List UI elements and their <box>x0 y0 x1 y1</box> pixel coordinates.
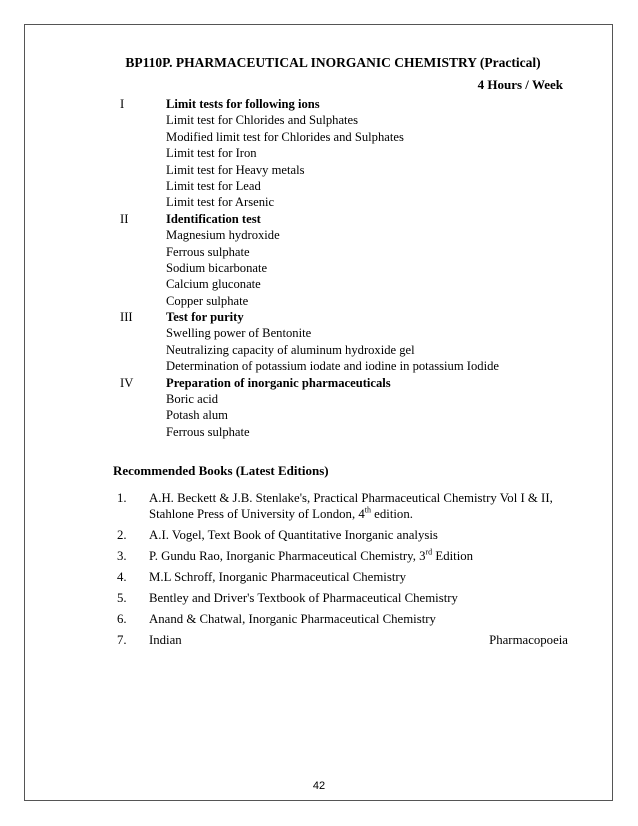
book-number: 2. <box>117 528 127 542</box>
book-number: 3. <box>117 549 127 563</box>
list-item: Neutralizing capacity of aluminum hydroxide gel <box>166 342 415 357</box>
section-number: I <box>120 97 125 111</box>
list-item: Limit test for Arsenic <box>166 195 275 210</box>
section-title: Preparation of inorganic pharmaceuticals <box>166 375 391 390</box>
section-heading <box>120 96 580 112</box>
book-item <box>113 490 568 522</box>
book-number: 5. <box>117 591 127 605</box>
practical-sections <box>120 96 580 440</box>
list-item: Boric acid <box>166 392 219 407</box>
section-title: Test for purity <box>166 310 244 325</box>
list-item: Limit test for Chlorides and Sulphates <box>166 113 359 128</box>
section-heading <box>120 211 580 227</box>
book-item <box>113 611 568 627</box>
page-number: 42 <box>312 780 326 792</box>
list-item: Modified limit test for Chlorides and Sulphates <box>166 129 404 144</box>
section-number: III <box>120 310 133 325</box>
section-title: Identification test <box>166 211 261 226</box>
list-item: Ferrous sulphate <box>166 424 250 439</box>
section-number: IV <box>120 375 134 390</box>
book-item <box>113 527 568 543</box>
book-item <box>113 590 568 606</box>
list-item: Swelling power of Bentonite <box>166 326 312 341</box>
book-number: 4. <box>117 570 127 584</box>
book-item <box>113 548 568 564</box>
book-text: Anand & Chatwal, Inorganic Pharmaceutical Chemistry <box>149 612 436 626</box>
book-text: Indian Pharmacopoeia <box>149 633 568 647</box>
list-item: Potash alum <box>166 408 228 423</box>
book-item <box>113 632 568 648</box>
list-item: Copper sulphate <box>166 293 249 308</box>
book-text: P. Gundu Rao, Inorganic Pharmaceutical Chemistry, 3rd Edition <box>149 547 474 563</box>
list-item: Ferrous sulphate <box>166 244 250 259</box>
book-text: M.L Schroff, Inorganic Pharmaceutical Chemistry <box>149 570 407 584</box>
book-item <box>113 569 568 585</box>
section-number: II <box>120 211 129 226</box>
book-number: 6. <box>117 612 127 626</box>
book-text: Bentley and Driver's Textbook of Pharmaceutical Chemistry <box>149 591 458 605</box>
recommended-books-heading: Recommended Books (Latest Editions) <box>113 463 329 478</box>
book-text: A.I. Vogel, Text Book of Quantitative Inorganic analysis <box>149 528 438 542</box>
book-number: 7. <box>117 633 127 647</box>
book-number: 1. <box>117 491 127 505</box>
hours-per-week: 4 Hours / Week <box>477 77 563 92</box>
section-heading <box>120 375 580 391</box>
list-item: Sodium bicarbonate <box>166 260 268 275</box>
section-heading <box>120 309 580 325</box>
section-title: Limit tests for following ions <box>166 97 320 111</box>
list-item: Determination of potassium iodate and iodine in potassium Iodide <box>166 359 499 374</box>
list-item: Magnesium hydroxide <box>166 228 280 243</box>
page-title: BP110P. PHARMACEUTICAL INORGANIC CHEMISTRY (Practical) <box>125 55 541 70</box>
list-item: Calcium gluconate <box>166 277 261 292</box>
list-item: Limit test for Heavy metals <box>166 162 305 177</box>
book-text: A.H. Beckett & J.B. Stenlake's, Practical Pharmaceutical Chemistry Vol I & II, Stahlone Press of University of London, 4th edition. <box>149 491 553 521</box>
list-item: Limit test for Iron <box>166 146 257 161</box>
list-item: Limit test for Lead <box>166 178 261 193</box>
recommended-books-list <box>113 490 568 653</box>
